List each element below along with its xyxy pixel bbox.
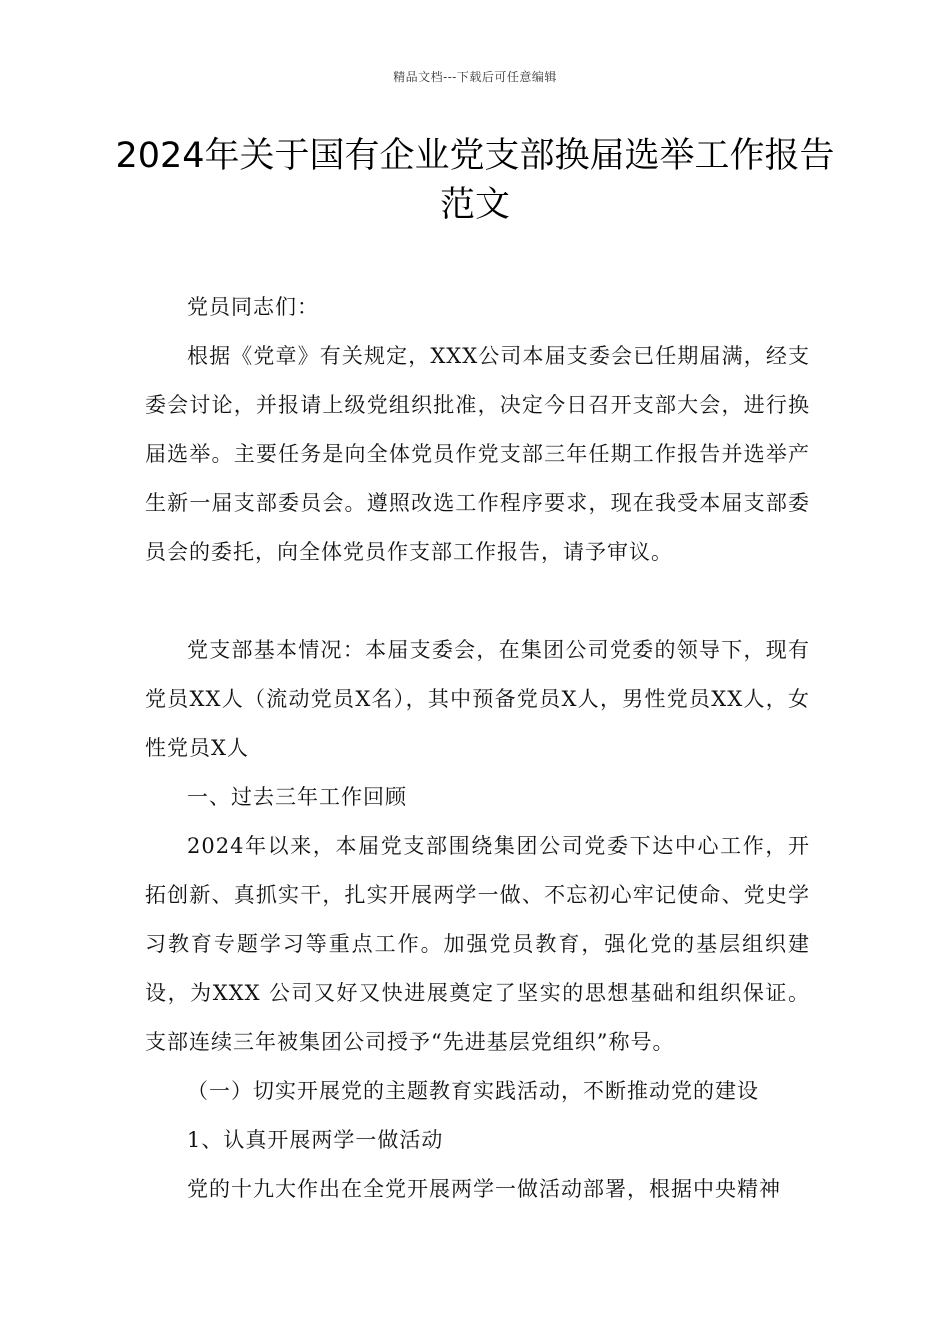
basic-info-paragraph: 党支部基本情况：本届支委会，在集团公司党委的领导下，现有党员XX人（流动党员X名），其中预备党员X人，男性党员XX人，女性党员X人	[145, 638, 810, 760]
intro-paragraph: 根据《党章》有关规定，XXX公司本届支委会已任期届满，经支委会讨论，并报请上级党组织批准，决定今日召开支部大会，进行换届选举。主要任务是向全体党员作党支部三年任期工作报告并选举产生新一届支部委员会。遵照改选工作程序要求，现在我受本届支部委员会的委托，向全体党员作支部工作报告，请予审议。	[145, 344, 810, 564]
section-heading-review: 一、过去三年工作回顾	[187, 785, 407, 809]
salutation: 党员同志们：	[187, 295, 319, 319]
subsection-heading-theme-education: （一）切实开展党的主题教育实践活动，不断推动党的建设	[187, 1079, 759, 1103]
review-paragraph: 2024年以来，本届党支部围绕集团公司党委下达中心工作，开拓创新、真抓实干，扎实开展两学一做、不忘初心牢记使命、党史学习教育专题学习等重点工作。加强党员教育，强化党的基层组织建设，为XXX 公司又好又快进展奠定了坚实的思想基础和组织保证。支部连续三年被集团公司授予“先进基层党组织”称号。	[145, 834, 810, 1054]
document-body	[145, 283, 810, 1214]
two-studies-paragraph: 党的十九大作出在全党开展两学一做活动部署，根据中央精神	[187, 1177, 781, 1201]
document-title: 2024年关于国有企业党支部换届选举工作报告范文	[115, 136, 835, 225]
header-note: 精品文档---下载后可任意编辑	[393, 70, 557, 84]
item-heading-two-studies: 1、认真开展两学一做活动	[187, 1128, 444, 1152]
